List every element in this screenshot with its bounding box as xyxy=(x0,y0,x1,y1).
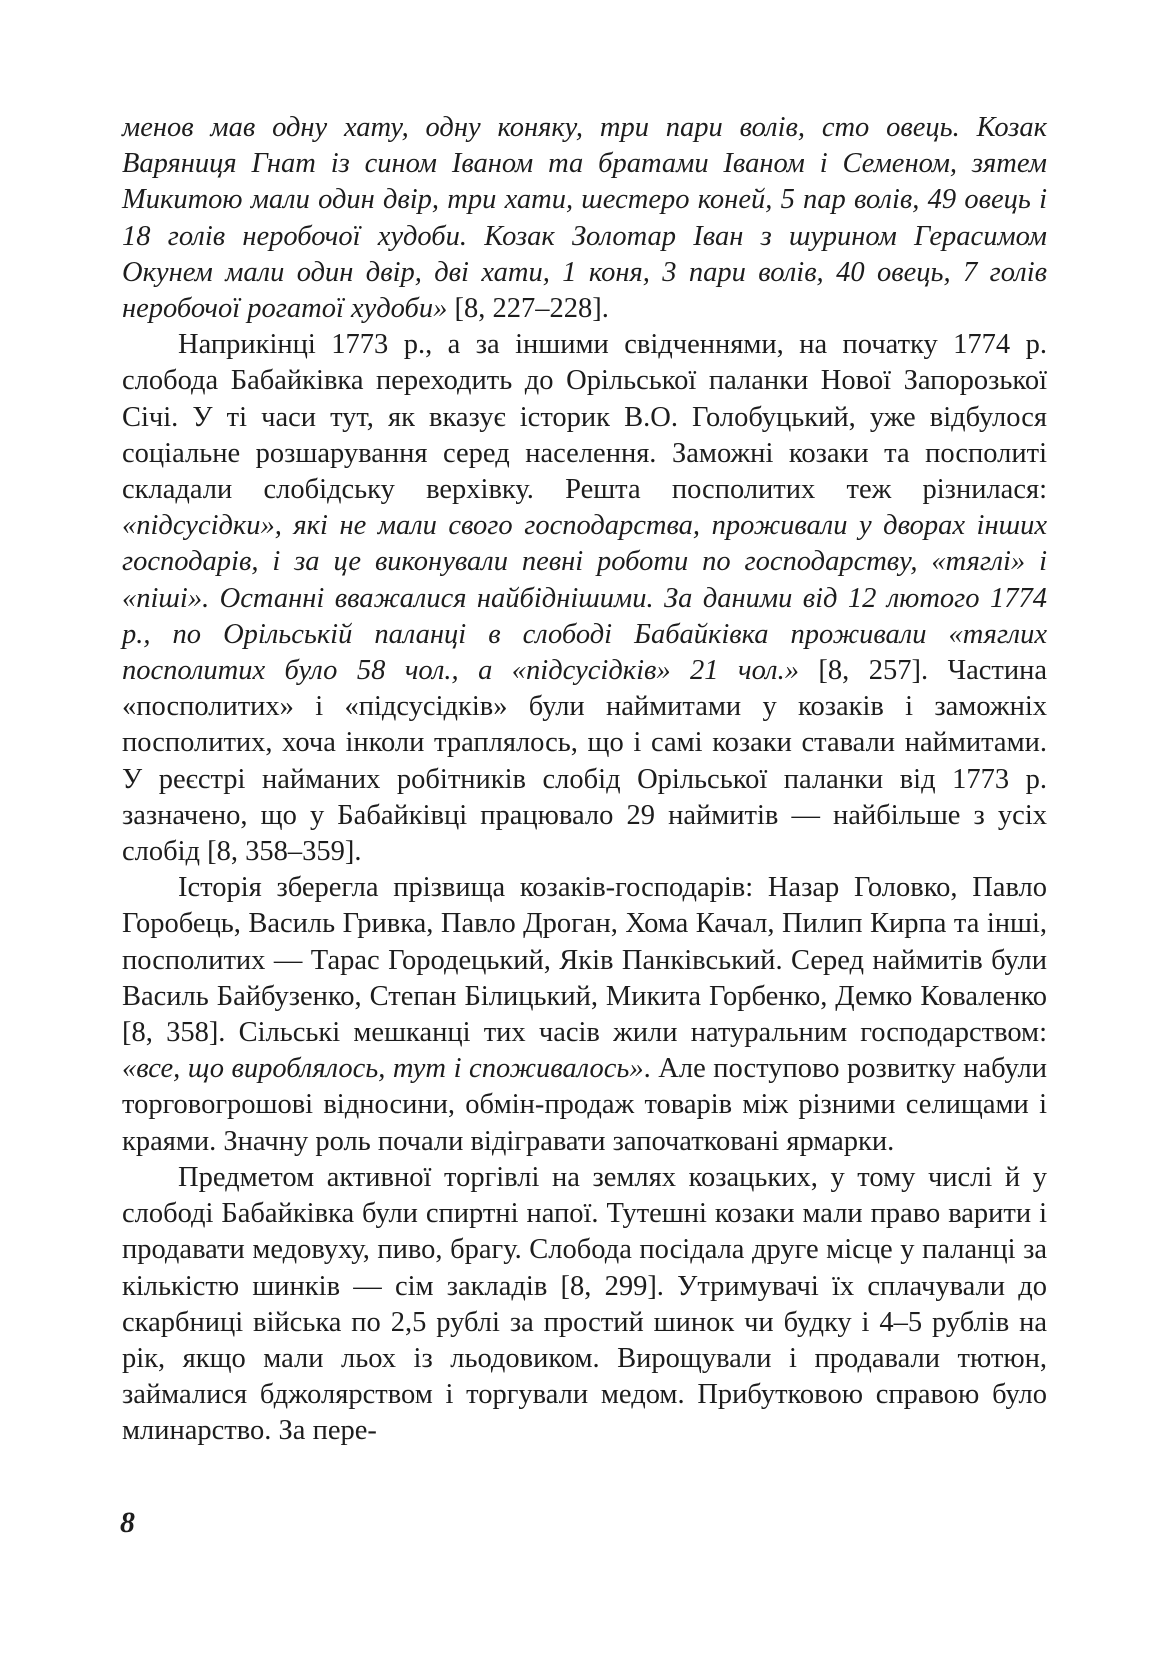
citation: [8, 227–228]. xyxy=(447,293,609,325)
paragraph-4 xyxy=(122,1160,1047,1450)
page-number: 8 xyxy=(120,1506,135,1539)
paragraph-text: [8, 257]. Частина «посполитих» і «підсусідків» були наймитами у козаків і заможніх посполитих, хоча інколи траплялось, що і самі козаки ставали наймитами. У реєстрі найманих робітників слобід Орільської паланки від 1773 р. зазначено, що у Бабайківці працювало 29 наймитів — найбільше з усіх слобід [8, 358–359]. xyxy=(122,655,1047,868)
paragraph-1 xyxy=(122,110,1047,327)
body-text xyxy=(122,110,1047,1450)
paragraph-text: Наприкінці 1773 р., а за іншими свідченнями, на початку 1774 р. слобода Бабайківка переходить до Орільської паланки Нової Запорозької Січі. У ті часи тут, як вказує історик В.О. Голобуцький, уже відбулося соціальне розшарування серед населення. Заможні козаки та посполиті складали слобідську верхівку. Решта посполитих теж різнилася: xyxy=(122,329,1047,506)
paragraph-3 xyxy=(122,870,1047,1160)
paragraph-text: Предметом активної торгівлі на землях козацьких, у тому числі й у слободі Бабайківка були спиртні напої. Тутешні козаки мали право варити і продавати медовуху, пиво, брагу. Слобода посідала друге місце у паланці за кількістю шинків — сім закладів [8, 299]. Утримувачі їх сплачували до скарбниці війська по 2,5 рублі за простий шинок чи будку і 4–5 рублів на рік, якщо мали льох із льодовиком. Вирощували і продавали тютюн, займалися бджолярством і торгували медом. Прибутковою справою було млинарство. За пере- xyxy=(122,1161,1047,1447)
quote-text: «підсусідки», які не мали свого господарства, проживали у дворах інших господарів, і за це виконували певні роботи по господарству, «тяглі» і «піші». Останні вважалися найбіднішими. За даними від 12 лютого 1774 р., по Орільській паланці в слободі Бабайківка проживали «тяглих посполитих було 58 чол., а «підсусідків» 21 чол.» xyxy=(122,510,1047,687)
paragraph-text: . Але поступово розвитку набули торговогрошові відносини, обмін-продаж товарів між різними селищами і краями. Значну роль почали відігравати започатковані ярмарки. xyxy=(122,1053,1048,1157)
quote-text: менов мав одну хату, одну коняку, три пари волів, сто овець. Козак Варяниця Гнат із сином Іваном та братами Іваном і Семеном, зятем Микитою мали один двір, три хати, шестеро коней, 5 пар волів, 49 овець і 18 голів неробочої худоби. Козак Золотар Іван з шурином Герасимом Окунем мали один двір, дві хати, 1 коня, 3 пари волів, 40 овець, 7 голів неробочої рогатої худоби» xyxy=(122,112,1047,325)
paragraph-text: Історія зберегла прізвища козаків-господарів: Назар Головко, Павло Горобець, Василь Гривка, Павло Дроган, Хома Качал, Пилип Кирпа та інші, посполитих — Тарас Городецький, Яків Панківський. Серед наймитів були Василь Байбузенко, Степан Білицький, Микита Горбенко, Демко Коваленко [8, 358]. Сільські мешканці тих часів жили натуральним господарством: xyxy=(122,872,1047,1049)
quote-text: «все, що вироблялось, тут і споживалось» xyxy=(122,1053,644,1085)
paragraph-2 xyxy=(122,327,1047,870)
